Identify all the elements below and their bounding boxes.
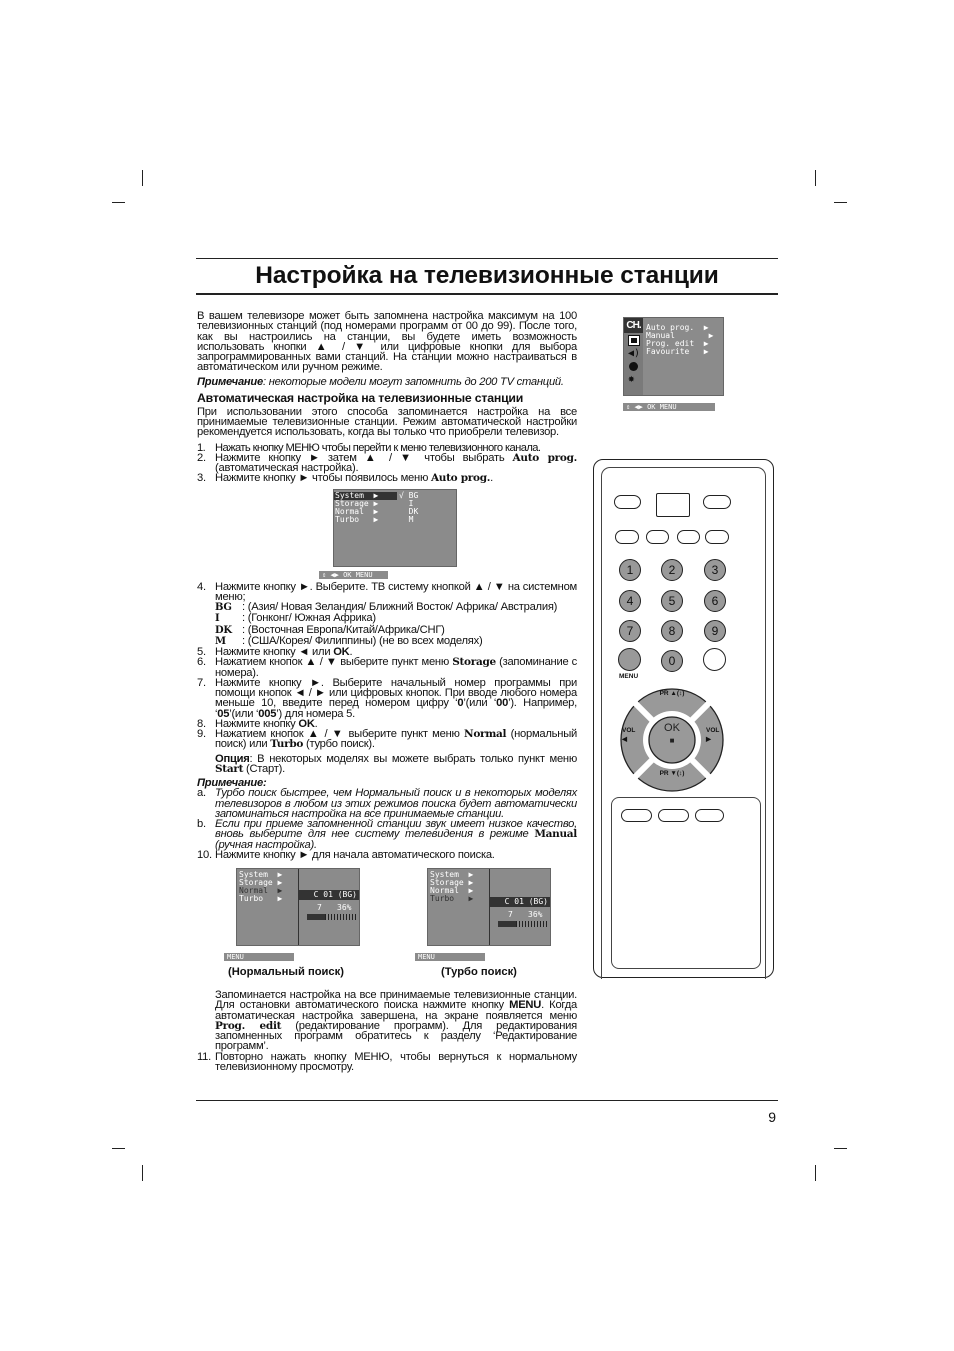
- remote-button[interactable]: [646, 530, 669, 544]
- text-run: Нажмите кнопку ◄ или: [215, 646, 334, 658]
- list-item: [197, 850, 577, 860]
- remote-button-blank[interactable]: [703, 648, 726, 671]
- note-model-capacity: [197, 377, 577, 387]
- digit-button-7[interactable]: 7: [619, 620, 641, 642]
- text-run: (редактирование программ). Для редактирования запомненных программ обратитесь к разделу ‘Редактирование программ’.: [215, 1019, 577, 1053]
- osd-item: Normal ▶: [239, 886, 283, 895]
- ok-label: OK: [664, 722, 680, 734]
- osd-tab-channel: CH.: [624, 318, 643, 333]
- search-progress: [498, 921, 548, 927]
- system-code: M: [215, 635, 226, 647]
- osd-option: M: [399, 514, 414, 524]
- page-number: 9: [768, 1109, 776, 1125]
- system-desc: : (Азия/ Новая Зеландия/ Ближний Восток/ Африка/ Австралия): [242, 601, 558, 613]
- text-run: В вашем телевизоре может быть запомнена настройка максимум на 100 телевизионных станций (под номерами программ от 00 до 99). После того, как вы настроились на станции, вы будете иметь возможность использовать кнопки ▲ / ▼ или цифровые кнопки для выбора запрограммированных вами станций. На станции можно настраиваться в автоматическом или ручном режиме.: [197, 310, 577, 374]
- crop-mark: [112, 202, 125, 203]
- text-run: Нажмите кнопку ►. Выберите. ТВ систему кнопкой ▲ / ▼ на системном меню;: [215, 580, 577, 603]
- remote-button[interactable]: [621, 809, 652, 822]
- section-intro: [197, 407, 577, 438]
- text-run: (Старт).: [243, 762, 285, 775]
- text-run: OK: [298, 717, 315, 730]
- osd-system-menu: [333, 489, 457, 567]
- title-bottom-rule: [196, 293, 778, 295]
- osd-percent: 36%: [528, 910, 543, 919]
- osd-item: Storage ▶: [239, 878, 283, 887]
- remote-control: [593, 459, 774, 978]
- crop-mark: [815, 1165, 816, 1181]
- crop-mark: [815, 170, 816, 186]
- osd-icon-column: [624, 318, 643, 395]
- osd-nav-bar: ⇕ ◀▶ OK MENU: [319, 571, 388, 579]
- clock-icon: [629, 362, 638, 371]
- digit-button-5[interactable]: 5: [661, 590, 683, 612]
- tv-icon: [628, 335, 640, 346]
- digit-button-8[interactable]: 8: [661, 620, 683, 642]
- crop-mark: [142, 170, 143, 186]
- list-item: [197, 453, 577, 474]
- crop-mark: [112, 1148, 125, 1149]
- search-menus-figure: [197, 860, 577, 990]
- note-label: Примечание:: [197, 777, 267, 789]
- system-desc: : (Гонконг/ Южная Африка): [242, 612, 376, 625]
- text-run: .: [490, 472, 493, 485]
- item-text: [215, 581, 577, 603]
- item-number: 7.: [197, 676, 206, 689]
- remote-button[interactable]: [658, 809, 689, 822]
- osd-nav-bar: MENU: [415, 953, 485, 961]
- digit-button-6[interactable]: 6: [704, 590, 726, 612]
- item-number: 1.: [197, 441, 206, 454]
- text-run: Повторно нажать кнопку МЕНЮ, чтобы вернуться к нормальному телевизионному просмотру.: [215, 1050, 577, 1073]
- text-run: Нажмите кнопку ►. Выберите начальный номер программы при помощи кнопок ◄ / ► или цифровых кнопок. При вводе любого номера меньше 10, введите перед номером цифру ‘: [215, 676, 577, 710]
- text-run: Нажать кнопку МЕНЮ чтобы перейти к меню телевизионного канала.: [215, 441, 541, 454]
- item-number: 9.: [197, 728, 206, 740]
- osd-nav-bar: ⇕ ◀▶ OK MENU: [623, 403, 715, 411]
- osd-option: I: [399, 498, 414, 508]
- osd-item: Storage ▶: [335, 498, 379, 508]
- text-run: Normal: [464, 728, 507, 740]
- osd-program: 7: [508, 910, 513, 919]
- system-code: BG: [215, 602, 232, 613]
- intro-paragraph: [197, 311, 577, 373]
- text-run: ’(или ‘: [229, 707, 259, 720]
- text-run: .: [349, 646, 353, 658]
- item-number: 2.: [197, 451, 206, 464]
- text-run: Auto prog.: [430, 472, 491, 485]
- steps-4-9: [197, 582, 577, 775]
- text-run: .: [314, 717, 318, 730]
- osd-item: Auto prog. ▶: [646, 323, 709, 332]
- text-run: 05: [217, 707, 230, 720]
- list-item: [197, 788, 577, 819]
- digit-button-2[interactable]: 2: [661, 559, 683, 581]
- text-run: . Когда автоматическая настройка завершена, на экране появляется меню: [215, 999, 577, 1022]
- remote-button[interactable]: [695, 809, 724, 822]
- osd-option: DK: [399, 506, 419, 516]
- text-run: 005: [258, 707, 277, 720]
- list-item: [197, 657, 577, 678]
- list-item: [197, 729, 577, 750]
- item-number: 11.: [197, 1050, 211, 1063]
- osd-item: Storage ▶: [430, 878, 474, 887]
- text-run: Нажатием кнопок ▲ / ▼ выберите пункт меню: [215, 656, 453, 669]
- osd-item: Turbo ▶: [430, 894, 474, 903]
- item-number: b.: [197, 818, 206, 830]
- list-item: [197, 473, 577, 483]
- system-desc: : (США/Корея/ Филиппины) (не во всех моделях): [242, 634, 483, 647]
- list-item: [197, 1052, 577, 1073]
- system-code: I: [215, 613, 220, 625]
- search-progress-fill: [307, 914, 325, 920]
- osd-item: Turbo ▶: [239, 894, 283, 903]
- osd-search-menu: [427, 868, 551, 946]
- item-text: [215, 656, 577, 678]
- option-note: [197, 754, 577, 775]
- vol-right-button[interactable]: VOL ▶: [706, 727, 720, 743]
- osd-menu-items: [646, 324, 713, 356]
- text-run: Нажмите кнопку ► чтобы появилось меню: [215, 472, 431, 485]
- osd-option: √ BG: [399, 490, 419, 500]
- osd-program: 7: [317, 903, 322, 912]
- text-run: Опция: [215, 752, 250, 765]
- osd-item: Normal ▶: [430, 886, 474, 895]
- item-number: 5.: [197, 646, 206, 658]
- item-number: 6.: [197, 656, 206, 669]
- osd-item: System ▶: [430, 870, 474, 879]
- section-heading: Автоматическая настройка на телевизионные станции: [197, 390, 524, 405]
- text-run: OK: [333, 646, 350, 658]
- crop-mark: [834, 1148, 847, 1149]
- text-run: Prog. edit: [215, 1019, 282, 1032]
- text-run: Запоминается настройка на все принимаемые телевизионные станции. Для остановки автоматического поиска нажмите кнопку: [215, 989, 577, 1012]
- text-run: MENU: [509, 999, 542, 1012]
- osd-search-menu: [236, 868, 360, 946]
- item-text: [215, 452, 577, 474]
- remote-lower-panel: [611, 797, 761, 969]
- remote-button[interactable]: [656, 493, 690, 517]
- osd-item: Turbo ▶: [335, 514, 379, 524]
- text-run: (турбо поиск).: [303, 738, 375, 751]
- tv-system-list: [197, 602, 577, 647]
- text-run: 00: [496, 697, 509, 710]
- osd-channel-menu: [623, 317, 724, 396]
- menu-label: MENU: [619, 673, 639, 680]
- text-run: (ручная настройка).: [215, 838, 317, 851]
- text-run: При использовании этого способа запоминается настройка на все принимаемые телевизионные станции. Режим автоматической настройки рекомендуется использовать, когда вы только что приобрели телевизор.: [197, 405, 577, 439]
- system-code: DK: [215, 624, 232, 636]
- step-11: [197, 1052, 577, 1073]
- text-run: Нажмите кнопку ► для начала автоматического поиска.: [215, 848, 495, 861]
- list-item: [197, 819, 577, 850]
- item-number: 8.: [197, 717, 206, 730]
- main-column: [197, 311, 577, 1072]
- steps-5-9: [197, 647, 577, 750]
- osd-item: System ▶: [239, 870, 283, 879]
- osd-divider: [489, 869, 490, 945]
- osd-item: System ▶: [334, 492, 397, 500]
- item-text: [215, 1051, 577, 1073]
- crop-mark: [142, 1165, 143, 1181]
- osd-menu-items: [430, 871, 473, 903]
- search-progress: [307, 914, 357, 920]
- item-number: a.: [197, 787, 206, 800]
- digit-button-3[interactable]: 3: [704, 559, 726, 581]
- text-run: ’(или ‘: [463, 697, 497, 710]
- text-run: 0: [457, 697, 464, 710]
- osd-item: Normal ▶: [335, 506, 379, 516]
- text-run: Turbo: [270, 738, 304, 751]
- menu-button[interactable]: [618, 648, 641, 671]
- crop-mark: [834, 202, 847, 203]
- search-progress-fill: [498, 921, 516, 927]
- text-run: Турбо поиск быстрее, чем Нормальный поиск и в некоторых моделях телевизоров в любом из этих режимов поиска будет автоматически запоминаться настройка на все принимаемые станции.: [215, 787, 577, 820]
- system-desc: : (Восточная Европа/Китай/Африка/СНГ): [242, 623, 445, 636]
- text-run: (запоминание с номера).: [215, 656, 577, 679]
- item-text: [215, 728, 577, 750]
- text-run: : некоторые модели могут запомнить до 200 TV станций.: [263, 375, 564, 388]
- note-items: [197, 788, 577, 850]
- digit-button-4[interactable]: 4: [619, 590, 641, 612]
- footer-rule: [196, 1100, 778, 1101]
- osd-menu-items: [239, 871, 282, 903]
- final-paragraph: [197, 990, 577, 1052]
- note-search-modes: [197, 778, 577, 860]
- item-text: [215, 677, 577, 720]
- osd-channel: C 01 (BG): [490, 897, 550, 907]
- item-number: 10.: [197, 848, 212, 861]
- item-text: [215, 787, 577, 820]
- remote-button[interactable]: [615, 530, 639, 544]
- text-run: Если при приеме запомненной станции звук имеет низкое качество, вновь выберите для нее систему телевидения в режиме: [215, 818, 577, 841]
- list-item: [197, 582, 577, 603]
- osd-item: Favourite ▶: [646, 347, 709, 356]
- text-run: : В некоторых моделях вы можете выбрать только пункт меню: [249, 752, 577, 765]
- item-text: [215, 818, 577, 851]
- text-run: Примечание: [197, 375, 263, 388]
- system-menu-figure: [197, 484, 577, 582]
- speaker-icon: ◀): [628, 348, 641, 359]
- text-run: (автоматическая настройка).: [215, 462, 359, 474]
- digit-button-0[interactable]: 0: [661, 650, 683, 672]
- special-icon: ✸: [628, 372, 635, 385]
- remote-button[interactable]: [677, 530, 700, 544]
- text-run: Storage: [452, 656, 496, 669]
- osd-channel: C 01 (BG): [299, 890, 359, 900]
- steps-1-3: [197, 443, 577, 484]
- text-run: Нажатием кнопок ▲ / ▼ выберите пункт меню: [215, 728, 465, 740]
- search-caption: (Турбо поиск): [441, 966, 517, 978]
- remote-button[interactable]: [614, 495, 641, 509]
- digit-button-1[interactable]: 1: [619, 559, 641, 581]
- text-run: Start: [215, 762, 244, 775]
- pr-down-button[interactable]: PR ▼(↕): [659, 770, 685, 777]
- text-run: Manual: [534, 828, 577, 841]
- digit-button-9[interactable]: 9: [704, 620, 726, 642]
- text-run: ’) для номера 5.: [276, 707, 355, 720]
- page-title: Настройка на телевизионные станции: [255, 262, 719, 289]
- osd-item: Prog. edit ▶: [646, 339, 709, 348]
- item-number: 3.: [197, 472, 206, 485]
- remote-button[interactable]: [703, 495, 731, 509]
- remote-button[interactable]: [705, 530, 729, 544]
- vol-left-button[interactable]: VOL ◀: [622, 727, 636, 743]
- list-item: [197, 678, 577, 719]
- item-text: [215, 472, 493, 484]
- osd-item: Manual ▶: [646, 331, 714, 340]
- pr-up-button[interactable]: PR ▲(↕): [659, 690, 685, 697]
- text-run: (нормальный поиск) или: [215, 728, 577, 751]
- text-run: Auto prog.: [512, 451, 577, 464]
- item-text: [215, 849, 495, 861]
- osd-percent: 36%: [337, 903, 352, 912]
- osd-divider: [298, 869, 299, 945]
- text-run: Нажмите кнопку: [215, 717, 299, 730]
- search-caption: (Нормальный поиск): [228, 966, 344, 978]
- osd-nav-bar: MENU: [224, 953, 294, 961]
- text-run: Нажмите кнопку ► затем ▲ / ▼ чтобы выбрать: [215, 451, 513, 464]
- stop-icon: ■: [669, 736, 675, 745]
- item-number: 4.: [197, 580, 206, 593]
- text-run: ’). Например, ‘: [215, 697, 577, 720]
